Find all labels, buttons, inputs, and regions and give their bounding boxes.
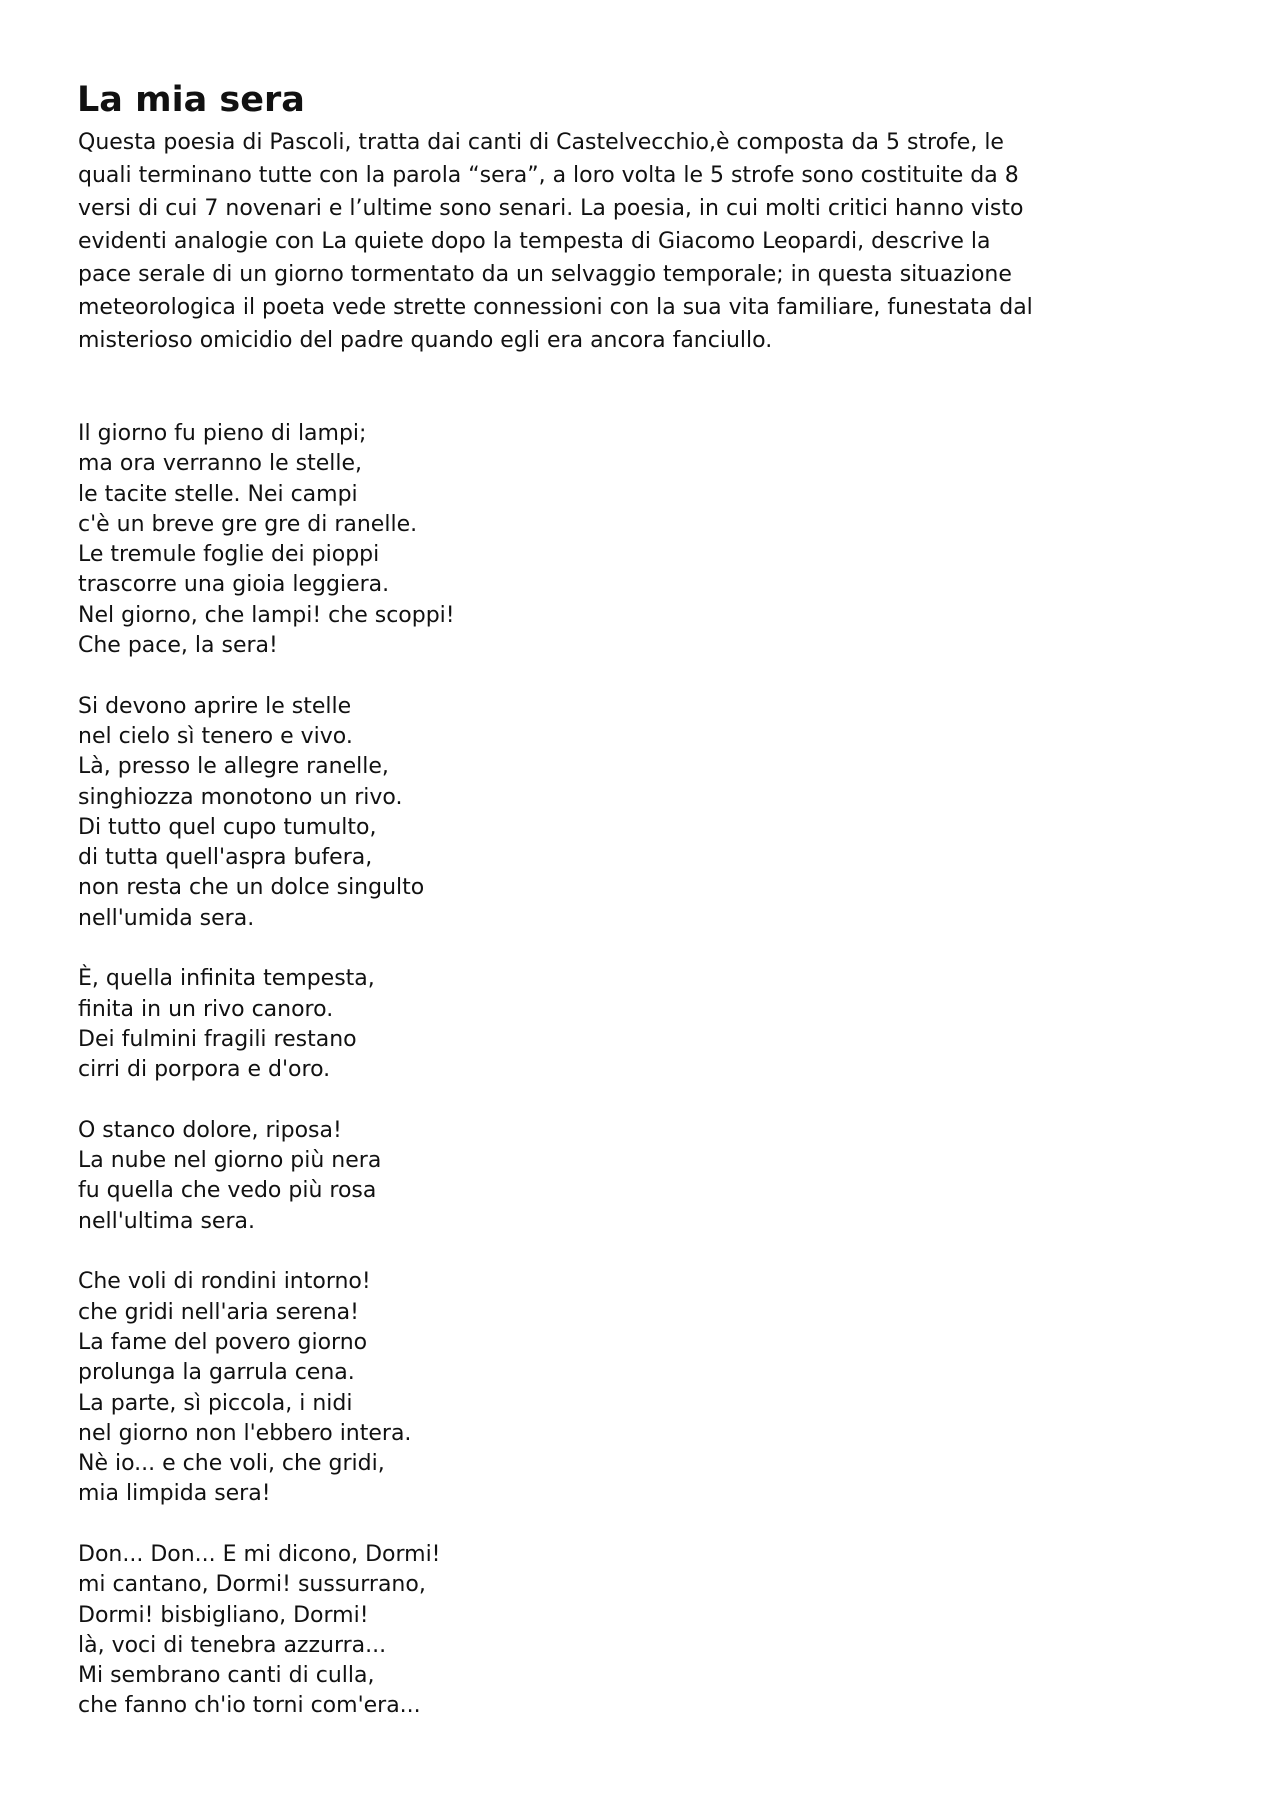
- verse-line: mi cantano, Dormi! sussurrano,: [78, 1572, 426, 1598]
- verse-line: La fame del povero giorno: [78, 1329, 368, 1355]
- stanza: [78, 964, 455, 1085]
- verse-line: c'è un breve gre gre di ranelle.: [78, 511, 418, 537]
- verse-line: le tacite stelle. Nei campi: [78, 481, 358, 507]
- verse-line: Che pace, la sera!: [78, 633, 278, 659]
- document-title: La mia sera: [77, 80, 305, 120]
- intro-line: quali terminano tutte con la parola “sera”, a loro volta le 5 strofe sono costituite da 8: [78, 163, 1019, 188]
- verse-line: fu quella che vedo più rosa: [78, 1178, 377, 1204]
- verse-line: Il giorno fu pieno di lampi;: [78, 421, 367, 446]
- intro-line: versi di cui 7 novenari e l’ultime sono senari. La poesia, in cui molti critici hanno visto: [78, 196, 1024, 221]
- verse-line: Dormi! bisbigliano, Dormi!: [78, 1602, 369, 1628]
- verse-line: Mi sembrano canti di culla,: [78, 1663, 375, 1689]
- verse-line: Nel giorno, che lampi! che scoppi!: [78, 602, 455, 628]
- verse-line: nel cielo sì tenero e vivo.: [78, 723, 353, 749]
- verse-line: nel giorno non l'ebbero intera.: [78, 1420, 412, 1446]
- verse-line: non resta che un dolce singulto: [78, 875, 425, 901]
- verse-line: là, voci di tenebra azzurra...: [78, 1632, 387, 1658]
- intro-line: meteorologica il poeta vede strette connessioni con la sua vita familiare, funestata dal: [78, 295, 1033, 320]
- verse-line: che fanno ch'io torni com'era...: [78, 1693, 421, 1719]
- verse-line: finita in un rivo canoro.: [78, 996, 334, 1022]
- intro-line: evidenti analogie con La quiete dopo la tempesta di Giacomo Leopardi, descrive la: [78, 229, 991, 254]
- verse-line: che gridi nell'aria serena!: [78, 1299, 359, 1325]
- verse-line: Che voli di rondini intorno!: [78, 1269, 371, 1295]
- stanza: [78, 692, 455, 934]
- intro-line: pace serale di un giorno tormentato da un selvaggio temporale; in questa situazione: [78, 262, 1012, 287]
- verse-line: Le tremule foglie dei pioppi: [78, 542, 380, 568]
- verse-line: Di tutto quel cupo tumulto,: [78, 814, 377, 840]
- verse-line: È, quella infinita tempesta,: [78, 966, 375, 992]
- poem: [78, 419, 455, 1752]
- stanza: [78, 1540, 455, 1722]
- verse-line: cirri di porpora e d'oro.: [78, 1057, 331, 1083]
- verse-line: prolunga la garrula cena.: [78, 1360, 355, 1386]
- intro-paragraph: [78, 126, 1238, 357]
- verse-line: Si devono aprire le stelle: [78, 693, 352, 719]
- verse-line: nell'ultima sera.: [78, 1208, 255, 1234]
- verse-line: La nube nel giorno più nera: [78, 1148, 382, 1174]
- verse-line: Nè io... e che voli, che gridi,: [78, 1451, 385, 1477]
- verse-line: Là, presso le allegre ranelle,: [78, 754, 389, 780]
- verse-line: ma ora verranno le stelle,: [78, 451, 362, 477]
- verse-line: Don... Don... E mi dicono, Dormi!: [78, 1541, 441, 1567]
- verse-line: trascorre una gioia leggiera.: [78, 572, 390, 598]
- verse-line: di tutta quell'aspra bufera,: [78, 845, 373, 871]
- stanza: [78, 419, 455, 661]
- intro-line: Questa poesia di Pascoli, tratta dai canti di Castelvecchio,è composta da 5 strofe, le: [78, 130, 1004, 155]
- verse-line: La parte, sì piccola, i nidi: [78, 1390, 353, 1416]
- intro-line: misterioso omicidio del padre quando egli era ancora fanciullo.: [78, 328, 773, 353]
- stanza: [78, 1267, 455, 1509]
- verse-line: Dei fulmini fragili restano: [78, 1026, 357, 1052]
- verse-line: nell'umida sera.: [78, 905, 255, 931]
- verse-line: mia limpida sera!: [78, 1481, 271, 1507]
- verse-line: O stanco dolore, riposa!: [78, 1117, 342, 1143]
- verse-line: singhiozza monotono un rivo.: [78, 784, 403, 810]
- stanza: [78, 1116, 455, 1237]
